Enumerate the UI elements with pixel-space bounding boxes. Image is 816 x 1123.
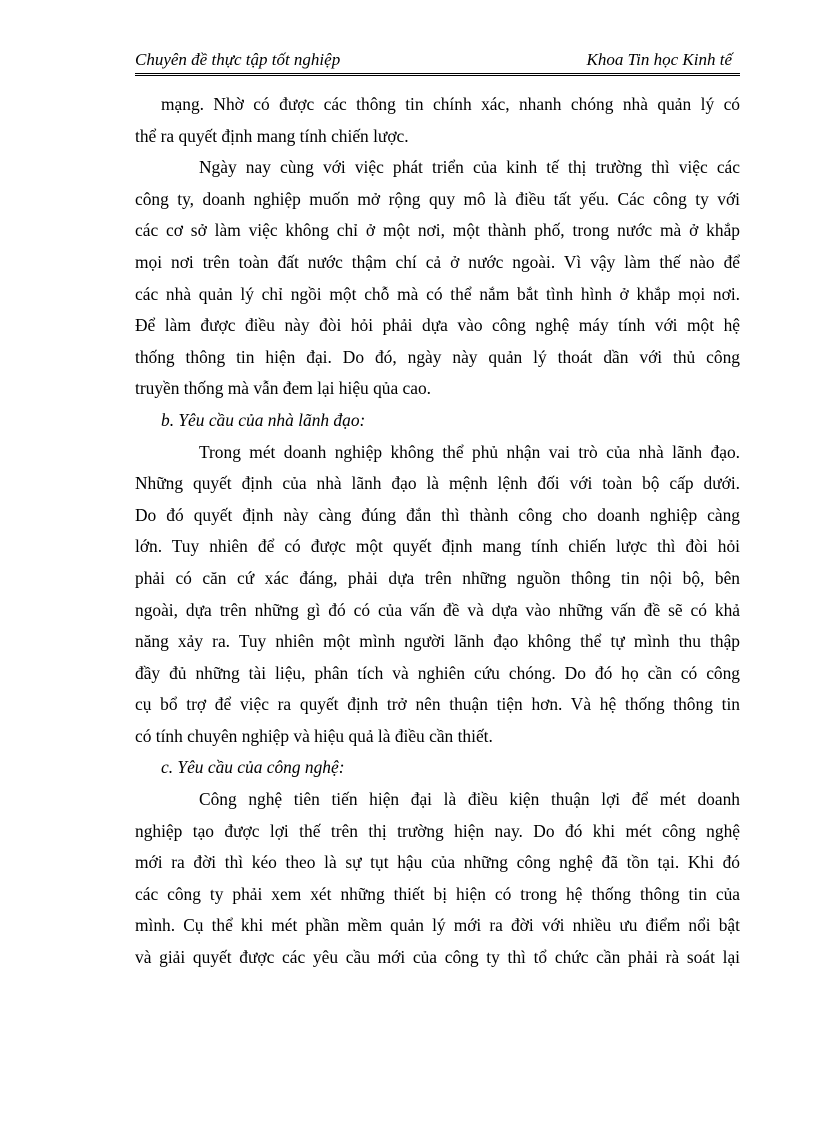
header-faculty-name: Khoa Tin học Kinh tế: [586, 50, 732, 69]
text-line: truyền thống mà vẫn đem lại hiệu qủa cao.: [135, 378, 432, 399]
text-line: Công nghệ tiên tiến hiện đại là điều kiện thuận lợi để mét doanh: [199, 789, 740, 810]
text-line: nghiệp tạo được lợi thế trên thị trường hiện nay. Do đó khi mét công nghệ: [135, 820, 740, 841]
text-line: các cơ sở làm việc không chỉ ở một nơi, một thành phố, trong nước mà ở khắp: [135, 220, 740, 241]
section-heading: b. Yêu cầu của nhà lãnh đạo:: [161, 409, 366, 430]
text-line: thể ra quyết định mang tính chiến lược.: [135, 125, 409, 146]
section-heading: c. Yêu cầu của công nghệ:: [161, 757, 345, 778]
text-line: phải có căn cứ xác đáng, phải dựa trên những nguồn thông tin nội bộ, bên: [135, 567, 740, 588]
text-line: Những quyết định của nhà lãnh đạo là mệnh lệnh đối với toàn bộ cấp dưới.: [135, 473, 740, 494]
text-line: mình. Cụ thể khi mét phần mềm quản lý mới ra đời với nhiều ưu điểm nổi bật: [135, 915, 740, 936]
text-line: cụ bổ trợ để việc ra quyết định trở nên thuận tiện hơn. Và hệ thống thông tin: [135, 694, 740, 715]
text-line: các nhà quản lý chỉ ngồi một chỗ mà có thể nắm bắt tình hình ở khắp mọi nơi.: [135, 283, 740, 304]
text-line: mới ra đời thì kéo theo là sự tụt hậu của những công nghệ đã tồn tại. Khi đó: [135, 852, 740, 873]
text-line: có tính chuyên nghiệp và hiệu quả là điều cần thiết.: [135, 725, 493, 746]
body-text: [135, 89, 740, 974]
text-line: và giải quyết được các yêu cầu mới của công ty thì tổ chức cần phải rà soát lại: [135, 947, 740, 968]
text-line: năng xảy ra. Tuy nhiên một mình người lãnh đạo không thể tự mình thu thập: [135, 631, 740, 652]
text-line: Trong mét doanh nghiệp không thể phủ nhận vai trò của nhà lãnh đạo.: [199, 441, 740, 462]
text-line: các công ty phải xem xét những thiết bị hiện có trong hệ thống thông tin của: [135, 883, 740, 904]
text-line: đầy đủ những tài liệu, phân tích và nghiên cứu chóng. Do đó họ cần có công: [135, 662, 740, 683]
text-line: lớn. Tuy nhiên để có được một quyết định mang tính chiến lược thì đòi hỏi: [135, 536, 740, 557]
text-line: Ngày nay cùng với việc phát triển của kinh tế thị trường thì việc các: [199, 157, 740, 178]
text-line: mọi nơi trên toàn đất nước thậm chí cả ở nước ngoài. Vì vậy làm thế nào để: [135, 251, 740, 272]
text-line: mạng. Nhờ có được các thông tin chính xác, nhanh chóng nhà quản lý có: [161, 94, 740, 114]
text-line: Do đó quyết định này càng đúng đắn thì thành công cho doanh nghiệp càng: [135, 504, 740, 525]
text-line: công ty, doanh nghiệp muốn mở rộng quy mô là điều tất yếu. Các công ty với: [135, 188, 740, 209]
header-document-title: Chuyên đề thực tập tốt nghiệp: [135, 50, 341, 69]
text-line: Để làm được điều này đòi hỏi phải dựa vào công nghệ máy tính với một hệ: [135, 315, 740, 336]
page-header: [135, 49, 740, 76]
text-line: thống thông tin hiện đại. Do đó, ngày này quản lý thoát dần với thủ công: [135, 346, 740, 367]
text-line: ngoài, dựa trên những gì đó có của vấn đề và dựa vào những vấn đề sẽ có khả: [135, 599, 740, 620]
